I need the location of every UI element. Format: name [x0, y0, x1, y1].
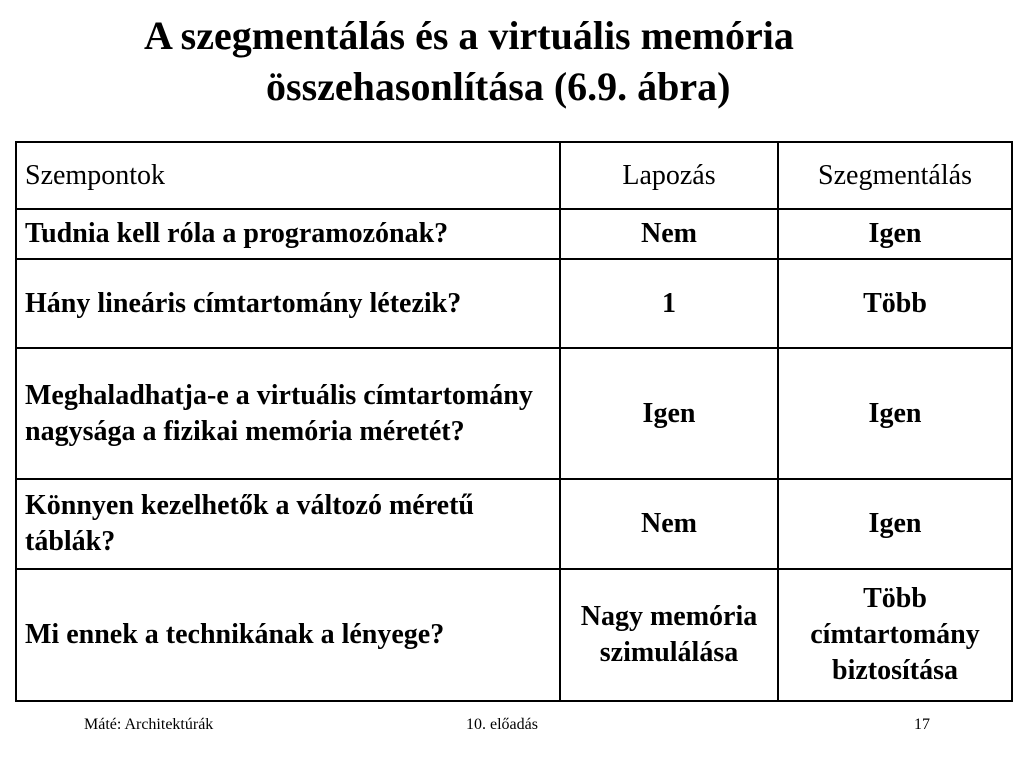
- row-paging-value: 1: [560, 259, 778, 348]
- row-segmentation-value: Igen: [778, 348, 1012, 479]
- footer-author-course: Máté: Architektúrák: [84, 716, 214, 733]
- header-cell-segmentation: Szegmentálás: [778, 142, 1012, 209]
- row-criterion: Hány lineáris címtartomány létezik?: [16, 259, 560, 348]
- row-criterion: Tudnia kell róla a programozónak?: [16, 209, 560, 259]
- footer-lecture-number: 10. előadás: [466, 716, 538, 733]
- table-row: [16, 259, 1012, 348]
- row-segmentation-value: Igen: [778, 479, 1012, 569]
- row-paging-value: Nem: [560, 209, 778, 259]
- row-paging-value: Nem: [560, 479, 778, 569]
- table-row: [16, 348, 1012, 479]
- row-criterion: Meghaladhatja-e a virtuális címtartomány nagysága a fizikai memória méretét?: [16, 348, 560, 479]
- row-segmentation-value: Több: [778, 259, 1012, 348]
- row-segmentation-value: Több címtartomány biztosítása: [778, 569, 1012, 701]
- footer-page-number: 17: [914, 716, 930, 733]
- slide-title-line-2: összehasonlítása (6.9. ábra): [266, 64, 731, 109]
- comparison-table: [15, 141, 1013, 702]
- slide-title: [100, 10, 980, 112]
- row-criterion: Könnyen kezelhetők a változó méretű táblák?: [16, 479, 560, 569]
- table-header-row: [16, 142, 1012, 209]
- header-cell-paging: Lapozás: [560, 142, 778, 209]
- row-segmentation-value: Igen: [778, 209, 1012, 259]
- row-paging-value: Nagy memória szimulálása: [560, 569, 778, 701]
- table-row: [16, 479, 1012, 569]
- slide-title-line-1: A szegmentálás és a virtuális memória: [144, 13, 794, 58]
- row-paging-value: Igen: [560, 348, 778, 479]
- header-cell-criteria: Szempontok: [16, 142, 560, 209]
- table-row: [16, 569, 1012, 701]
- row-criterion: Mi ennek a technikának a lényege?: [16, 569, 560, 701]
- table-row: [16, 209, 1012, 259]
